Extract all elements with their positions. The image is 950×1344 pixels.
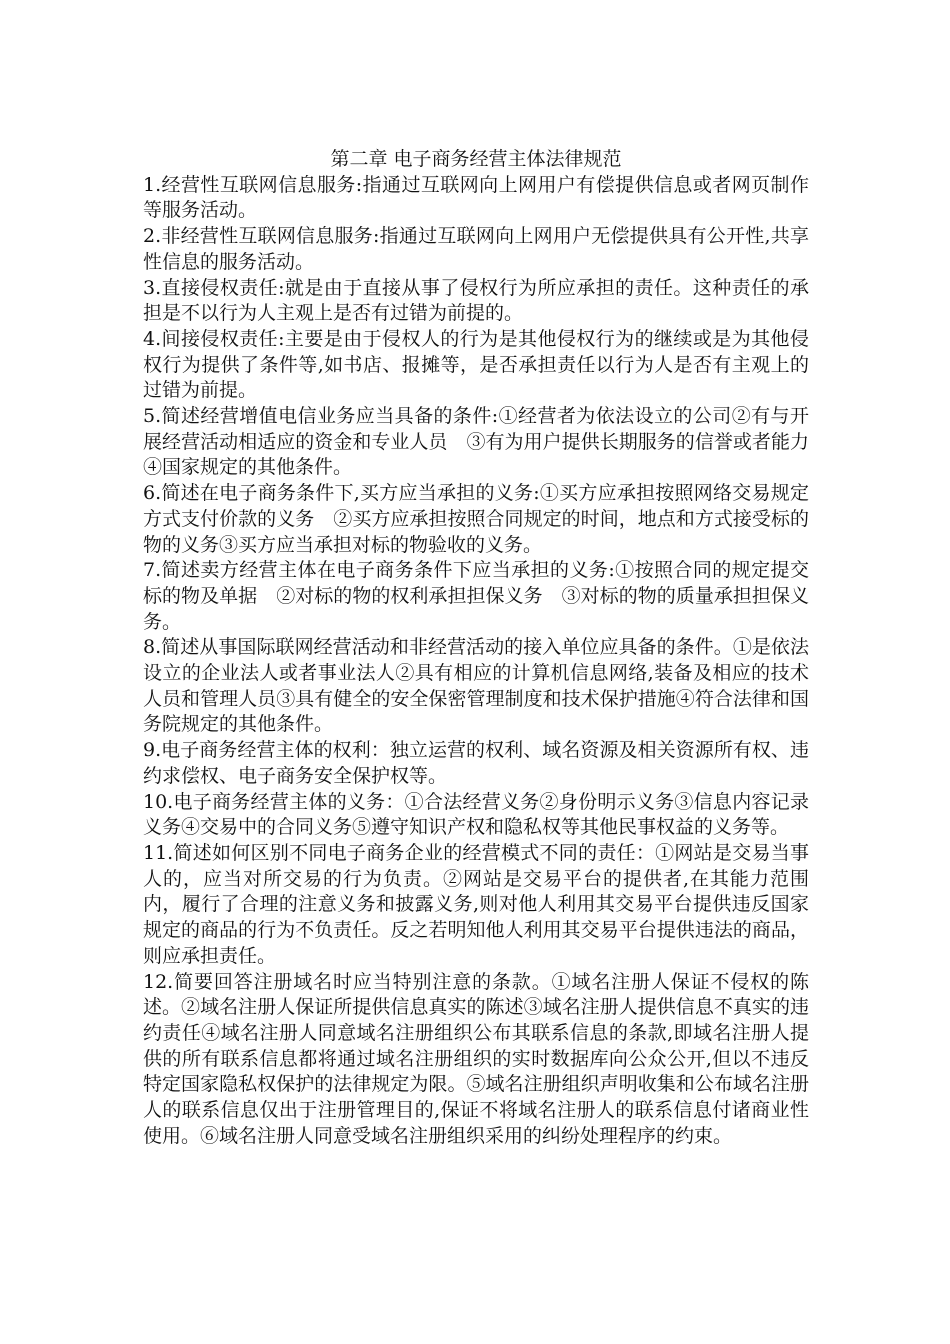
- paragraph-8: 8.简述从事国际联网经营活动和非经营活动的接入单位应具备的条件。①是依法设立的企业法人或者事业法人②具有相应的计算机信息网络,装备及相应的技术人员和管理人员③具有健全的安全保密管理制度和技术保护措施④符合法律和国务院规定的其他条件。: [143, 636, 809, 736]
- paragraph-11: 11.简述如何区别不同电子商务企业的经营模式不同的责任：①网站是交易当事人的，应当对所交易的行为负责。②网站是交易平台的提供者,在其能力范围内，履行了合理的注意义务和披露义务,则对他人利用其交易平台提供违反国家规定的商品的行为不负责任。反之若明知他人利用其交易平台提供违法的商品，则应承担责任。: [143, 841, 809, 967]
- paragraph-2: 2.非经营性互联网信息服务:指通过互联网向上网用户无偿提供具有公开性,共享性信息的服务活动。: [143, 225, 809, 273]
- paragraph-10: 10.电子商务经营主体的义务：①合法经营义务②身份明示义务③信息内容记录义务④交易中的合同义务⑤遵守知识产权和隐私权等其他民事权益的义务等。: [143, 790, 809, 839]
- paragraph-1: 1.经营性互联网信息服务:指通过互联网向上网用户有偿提供信息或者网页制作等服务活动。: [143, 173, 809, 222]
- paragraph-7: 7.简述卖方经营主体在电子商务条件下应当承担的义务:①按照合同的规定提交标的物及单据 ②对标的物的权利承担担保义务 ③对标的物的质量承担担保义务。: [143, 559, 809, 633]
- paragraph-5: 5.简述经营增值电信业务应当具备的条件:①经营者为依法设立的公司②有与开展经营活动相适应的资金和专业人员 ③有为用户提供长期服务的信誉或者能力④国家规定的其他条件。: [143, 405, 809, 479]
- paragraph-9: 9.电子商务经营主体的权利：独立运营的权利、域名资源及相关资源所有权、违约求偿权、电子商务安全保护权等。: [143, 739, 809, 787]
- paragraph-3: 3.直接侵权责任:就是由于直接从事了侵权行为所应承担的责任。这种责任的承担是不以行为人主观上是否有过错为前提的。: [143, 276, 809, 325]
- paragraph-12: 12.简要回答注册域名时应当特别注意的条款。①域名注册人保证不侵权的陈述。②域名注册人保证所提供信息真实的陈述③域名注册人提供信息不真实的违约责任④域名注册人同意域名注册组织公布其联系信息的条款,即域名注册人提供的所有联系信息都将通过域名注册组织的实时数据库向公众公开,但以不违反特定国家隐私权保护的法律规定为限。⑤域名注册组织声明收集和公布域名注册人的联系信息仅出于注册管理目的,保证不将域名注册人的联系信息付诸商业性使用。⑥域名注册人同意受域名注册组织采用的纠纷处理程序的约束。: [143, 970, 809, 1147]
- paragraph-4: 4.间接侵权责任:主要是由于侵权人的行为是其他侵权行为的继续或是为其他侵权行为提供了条件等,如书店、报摊等，是否承担责任以行为人是否有主观上的过错为前提。: [143, 327, 809, 402]
- document-page: [143, 147, 809, 1149]
- chapter-title: 第二章 电子商务经营主体法律规范: [330, 148, 622, 170]
- paragraph-6: 6.简述在电子商务条件下,买方应当承担的义务:①买方应承担按照网络交易规定方式支付价款的义务 ②买方应承担按照合同规定的时间，地点和方式接受标的物的义务③买方应当承担对标的物验收的义务。: [143, 482, 809, 556]
